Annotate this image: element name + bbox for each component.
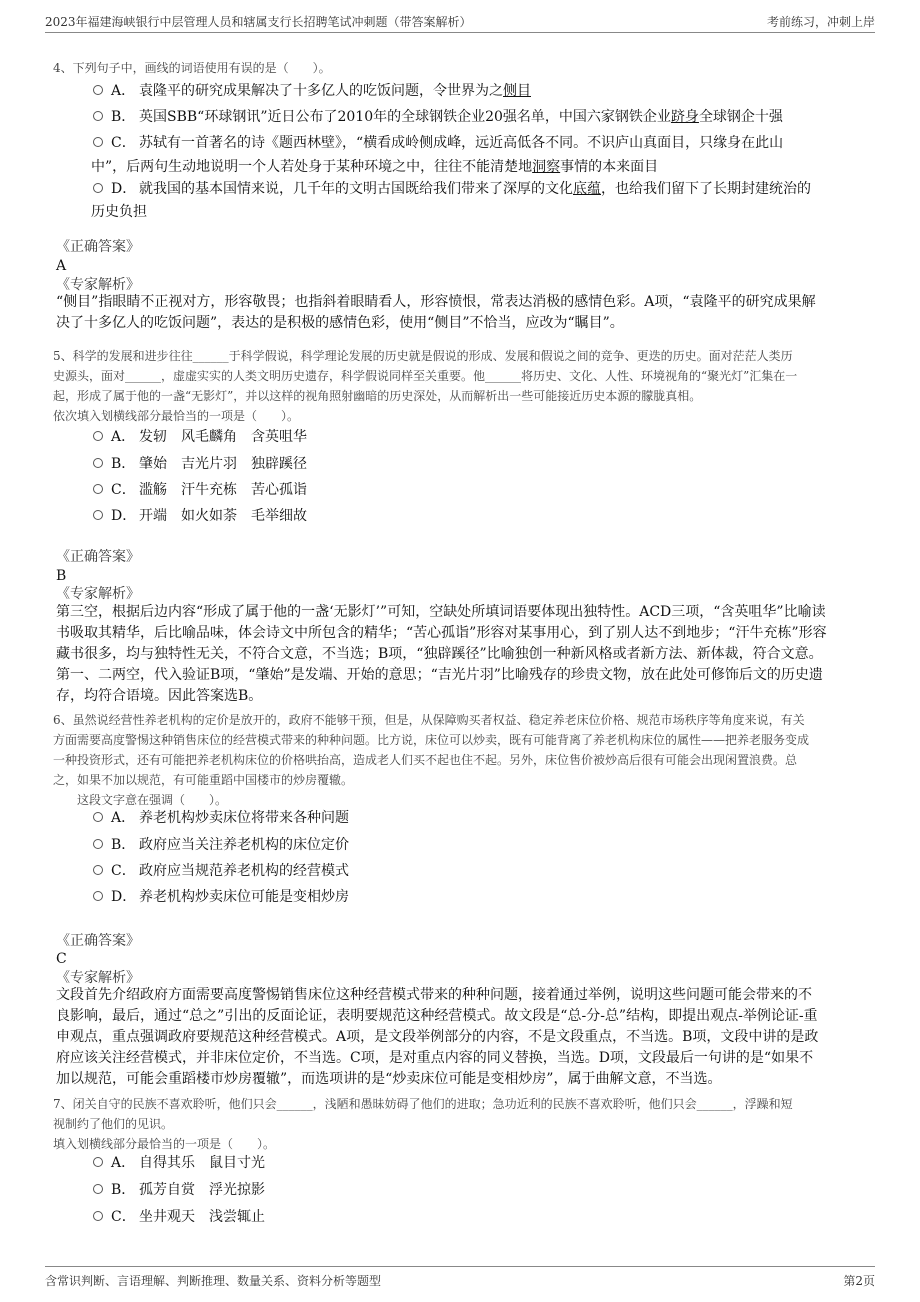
page-number: 第2页 <box>843 1274 875 1288</box>
radio-button[interactable] <box>93 137 103 147</box>
radio-button[interactable] <box>93 458 103 468</box>
radio-button[interactable] <box>93 891 103 901</box>
radio-button[interactable] <box>93 431 103 441</box>
radio-button[interactable] <box>93 1184 103 1194</box>
radio-button[interactable] <box>93 1211 103 1221</box>
radio-button[interactable] <box>93 839 103 849</box>
correct-answer-label: 《正确答案》 <box>56 933 140 949</box>
question-6-stem: 6、虽然说经营性养老机构的定价是放开的，政府不能够干预，但是，从保障购买者权益、稳定养老床位价格、规范市场秩序等角度来说，有关 方面需要高度警惕这种销售床位的经营模式带来的种种问题。比方说，床位可以炒卖，既有可能背离了养老机构床位的属性——把养老服务变成 一种投资形式，还有可能把养老机构床位的价格哄抬高，造成老人们买不起也住不起。另外，床位售价被炒高后很有可能会出现闲置浪费。总 之，如果不加以规范，有可能重蹈中国楼市的炒房覆辙。 这段文字意在强调（ ）。 <box>53 713 810 807</box>
correct-answer-label: 《正确答案》 <box>56 239 140 255</box>
question-5-stem: 5、科学的发展和进步往往______于科学假说，科学理论发展的历史就是假说的形成、发展和假说之间的竞争、更迭的历史。面对茫茫人类历 史源头，面对______，虚虚实实的人类文明历史遗存，科学假说同样至关重要。他______将历史、文化、人性、环境视角的“聚光灯”汇集在一 起，形成了属于他的一盏“无影灯”，并以这样的视角照射幽暗的历史深处，从而解析出一些可能接近历史本源的朦胧真相。 依次填入划横线部分最恰当的一项是（ ）。 <box>53 349 798 423</box>
expert-analysis: 第三空，根据后边内容“形成了属于他的一盏‘无影灯’”可知，空缺处所填词语要体现出独特性。ACD三项，“含英咀华”比喻读 书吸取其精华，后比喻品味，体会诗文中所包含的精华；“苦心孤诣”形容对某事用心，到了别人达不到地步；“汗牛充栋”形容 藏书很多，均与独特性无关，不符合文意，不当选；B项，“独辟蹊径”比喻独创一种新风格或者新方法、新体裁，符合文意。 第一、二两空，代入验证B项，“肇始”是发端、开始的意思；“吉光片羽”比喻残存的珍贵文物，放在此处可修饰后文的历史遗 存，均符合语境。因此答案选B。 <box>56 604 827 704</box>
option-7c[interactable]: C． 坐井观天 浅尝辄止 <box>93 1205 873 1229</box>
correct-answer: B <box>56 568 67 584</box>
radio-button[interactable] <box>93 484 103 494</box>
radio-button[interactable] <box>93 183 103 193</box>
page-header <box>45 10 875 33</box>
expert-analysis-label: 《专家解析》 <box>56 970 140 986</box>
option-5a[interactable]: A． 发轫 风毛麟角 含英咀华 <box>93 425 873 449</box>
expert-analysis: 文段首先介绍政府方面需要高度警惕销售床位这种经营模式带来的种种问题，接着通过举例，说明这些问题可能会带来的不 良影响，最后，通过“总之”引出的反面论证，表明要规范这种经营模式。故文段是“总-分-总”结构，即提出观点-举例论证-重 申观点，重点强调政府要规范这种经营模式。A项，是文段举例部分的内容，不是文段重点，不当选。B项，文段中讲的是政 府应该关注经营模式，并非床位定价，不当选。C项，是对重点内容的同义替换，当选。D项，文段最后一句讲的是“如果不 加以规范，可能会重蹈楼市炒房覆辙”，而选项讲的是“炒卖床位可能是变相炒房”，属于曲解文意，不当选。 <box>56 987 819 1087</box>
question-7-stem: 7、闭关自守的民族不喜欢聆听，他们只会______，浅陋和愚昧妨碍了他们的进取；急功近利的民族不喜欢聆听，他们只会______，浮躁和短 视制约了他们的见识。 填入划横线部分最恰当的一项是（ ）。 <box>53 1097 793 1151</box>
option-6d[interactable]: D． 养老机构炒卖床位可能是变相炒房 <box>93 885 873 909</box>
radio-button[interactable] <box>93 812 103 822</box>
page-footer <box>45 1266 875 1291</box>
document-title: 2023年福建海峡银行中层管理人员和辖属支行长招聘笔试冲刺题（带答案解析） <box>45 15 472 29</box>
option-6b[interactable]: B． 政府应当关注养老机构的床位定价 <box>93 833 873 857</box>
expert-analysis: “侧目”指眼睛不正视对方，形容敬畏；也指斜着眼睛看人，形容愤恨，常表达消极的感情色彩。A项，“袁隆平的研究成果解 决了十多亿人的吃饭问题”，表达的是积极的感情色彩，使用“侧目”不恰当，应改为“瞩目”。 <box>56 294 816 331</box>
correct-answer: C <box>56 951 67 967</box>
radio-button[interactable] <box>93 1157 103 1167</box>
option-4a[interactable]: A． 袁隆平的研究成果解决了十多亿人的吃饭问题，令世界为之侧目 <box>93 79 873 103</box>
correct-answer-label: 《正确答案》 <box>56 549 140 565</box>
option-6a[interactable]: A． 养老机构炒卖床位将带来各种问题 <box>93 806 873 830</box>
radio-button[interactable] <box>93 510 103 520</box>
option-7b[interactable]: B． 孤芳自赏 浮光掠影 <box>93 1178 873 1202</box>
option-4b[interactable]: B． 英国SBB“环球钢讯”近日公布了2010年的全球钢铁企业20强名单，中国六家钢铁企业跻身全球钢企十强 <box>93 105 873 129</box>
expert-analysis-label: 《专家解析》 <box>56 586 140 602</box>
option-5c[interactable]: C． 滥觞 汗牛充栋 苦心孤诣 <box>93 478 873 502</box>
radio-button[interactable] <box>93 111 103 121</box>
option-7a[interactable]: A． 自得其乐 鼠目寸光 <box>93 1151 873 1175</box>
expert-analysis-label: 《专家解析》 <box>56 277 140 293</box>
option-4c-continued: 中”，后两句生动地说明一个人若处身于某种环境之中，往往不能清楚地洞察事情的本来面目 <box>91 159 659 175</box>
option-4c[interactable]: C． 苏轼有一首著名的诗《题西林壁》，“横看成岭侧成峰，远近高低各不同。不识庐山真面目，只缘身在此山 <box>93 131 873 155</box>
option-5d[interactable]: D． 开端 如火如荼 毛举细故 <box>93 504 873 528</box>
option-4d-continued: 历史负担 <box>91 204 147 220</box>
radio-button[interactable] <box>93 865 103 875</box>
correct-answer: A <box>56 258 67 274</box>
header-slogan: 考前练习，冲刺上岸 <box>766 15 875 29</box>
option-6c[interactable]: C． 政府应当规范养老机构的经营模式 <box>93 859 873 883</box>
question-4-stem: 4、下列句子中，画线的词语使用有误的是（ ）。 <box>53 61 331 75</box>
option-4d[interactable]: D． 就我国的基本国情来说，几千年的文明古国既给我们带来了深厚的文化底蕴，也给我们留下了长期封建统治的 <box>93 177 873 201</box>
footer-subjects: 含常识判断、言语理解、判断推理、数量关系、资料分析等题型 <box>45 1274 382 1288</box>
radio-button[interactable] <box>93 85 103 95</box>
option-5b[interactable]: B． 肇始 吉光片羽 独辟蹊径 <box>93 452 873 476</box>
